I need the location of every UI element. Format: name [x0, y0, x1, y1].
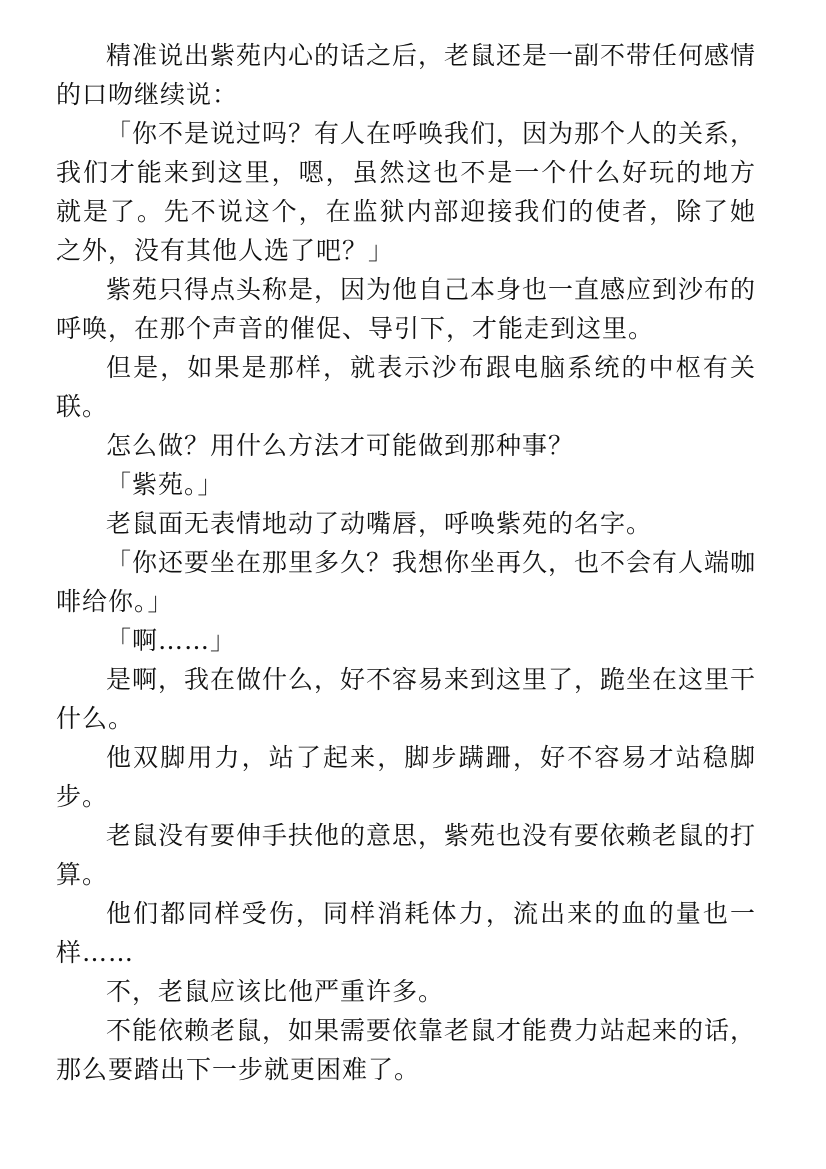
document-page [56, 36, 756, 1089]
paragraph-15: 不能依赖老鼠，如果需要依靠老鼠才能费力站起来的话，那么要踏出下一步就更困难了。 [56, 1016, 757, 1084]
paragraph-1: 精准说出紫苑内心的话之后，老鼠还是一副不带任何感情的口吻继续说： [56, 41, 757, 109]
paragraph-11: 他双脚用力，站了起来，脚步蹒跚，好不容易才站稳脚步。 [56, 743, 756, 811]
paragraph-13: 他们都同样受伤，同样消耗体力，流出来的血的量也一样…… [56, 899, 756, 967]
paragraph-4: 但是，如果是那样，就表示沙布跟电脑系统的中枢有关联。 [56, 353, 756, 421]
paragraph-6: 「紫苑。」 [106, 470, 224, 499]
paragraph-12: 老鼠没有要伸手扶他的意思，紫苑也没有要依赖老鼠的打算。 [56, 821, 757, 889]
paragraph-9: 「啊……」 [106, 626, 237, 655]
paragraph-5: 怎么做？用什么方法才可能做到那种事？ [106, 431, 575, 460]
paragraph-3: 紫苑只得点头称是，因为他自己本身也一直感应到沙布的呼唤，在那个声音的催促、导引下，才能走到这里。 [56, 275, 757, 343]
paragraph-7: 老鼠面无表情地动了动嘴唇，呼唤紫苑的名字。 [106, 509, 653, 538]
paragraph-8: 「你还要坐在那里多久？我想你坐再久，也不会有人端咖啡给你。」 [56, 548, 757, 616]
paragraph-10: 是啊，我在做什么，好不容易来到这里了，跪坐在这里干什么。 [56, 665, 757, 733]
paragraph-14: 不，老鼠应该比他严重许多。 [106, 977, 445, 1006]
paragraph-2: 「你不是说过吗？有人在呼唤我们，因为那个人的关系，我们才能来到这里，嗯，虽然这也不是一个什么好玩的地方就是了。先不说这个，在监狱内部迎接我们的使者，除了她之外，没有其他人选了吧？」 [56, 119, 757, 265]
